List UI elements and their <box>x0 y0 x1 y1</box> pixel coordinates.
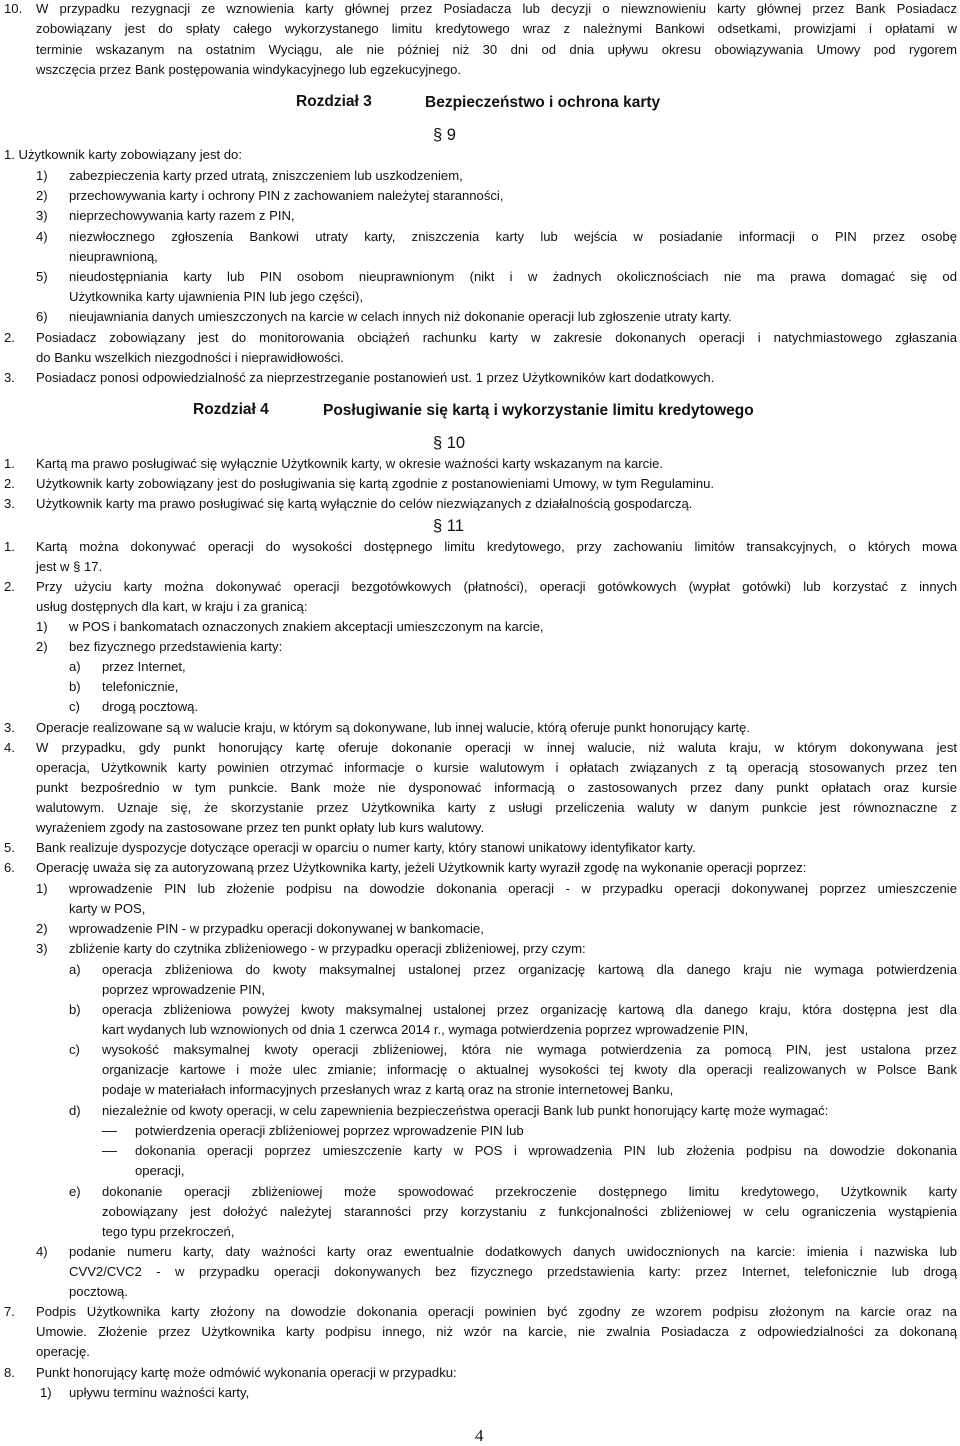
list-item: Użytkownik karty ma prawo posługiwać się kartą wyłącznie do celów niezwiązanych z działalnością gospodarczą. <box>36 496 693 511</box>
chapter-title: Posługiwanie się kartą i wykorzystanie limitu kredytowego <box>323 402 754 419</box>
section-sign: § 11 <box>433 517 464 535</box>
list-item: Użytkownika karty ujawnienia PIN lub jego części), <box>69 289 364 304</box>
list-item: punkt bezpośrednio w tym punkcie. Bank może nie dysponować informacją o zastosowanych przez dany punkt opłatach oraz kursie <box>36 780 957 795</box>
list-item: Operację uważa się za autoryzowaną przez Użytkownika karty, jeżeli Użytkownik karty wyraził zgodę na wykonanie operacji poprzez: <box>36 860 807 875</box>
item-number: 8. <box>4 1365 15 1380</box>
item-number: 1. <box>4 539 15 554</box>
list-item: Posiadacz ponosi odpowiedzialność za nieprzestrzeganie postanowień ust. 1 przez Użytkowników kart dodatkowych. <box>36 370 715 385</box>
list-item: Użytkownik karty zobowiązany jest do posługiwania się kartą zgodnie z postanowieniami Umowy, w tym Regulaminu. <box>36 476 715 491</box>
list-item: bez fizycznego przedstawienia karty: <box>69 639 283 654</box>
list-item: karty w POS, <box>69 901 146 916</box>
item-number: 3. <box>4 720 15 735</box>
item-number: 2. <box>4 330 15 345</box>
list-item: wprowadzenie PIN - w przypadku operacji dokonywanej w bankomacie, <box>69 921 484 936</box>
list-item: operacji, <box>135 1163 185 1178</box>
list-item: kart wydanych lub wznowionych od dnia 1 czerwca 2014 r., wymaga potwierdzenia poprzez wprowadzenie PIN, <box>102 1022 749 1037</box>
item-number: 2) <box>36 188 48 203</box>
item-letter: d) <box>69 1103 81 1118</box>
paragraph-line: wszczęcia przez Bank postępowania windykacyjnego lub egzekucyjnego. <box>36 62 462 77</box>
list-item: przechowywania karty i ochrony PIN z zachowaniem należytej staranności, <box>69 188 504 203</box>
paragraph-line: W przypadku rezygnacji ze wznowienia karty głównej przez Posiadacza lub decyzji o niewznowieniu karty głównej przez Bank Posiadacz <box>36 1 957 16</box>
section-sign: § 10 <box>433 434 466 452</box>
item-number: 1) <box>36 168 48 183</box>
list-item: podanie numeru karty, daty ważności karty oraz ewentualnie dodatkowych danych uwidocznionych na karcie: imienia i nazwiska lub <box>69 1244 957 1259</box>
item-letter: a) <box>69 962 81 977</box>
list-item: Kartą ma prawo posługiwać się wyłącznie Użytkownik karty, w okresie ważności karty wskazanym na karcie. <box>36 456 664 471</box>
item-letter: b) <box>69 1002 81 1017</box>
item-number: 4. <box>4 740 15 755</box>
list-item: Kartą można dokonywać operacji do wysokości dostępnego limitu kredytowego, przy zachowaniu limitów transakcyjnych, o których mowa <box>36 539 957 554</box>
list-item: nieujawniania danych umieszczonych na karcie w celach innych niż dokonanie operacji lub zgłoszenie utraty karty. <box>69 309 732 324</box>
paragraph-line: zobowiązany jest do spłaty całego wykorzystanego limitu kredytowego wraz z należnymi Bankowi odsetkami, prowizjami i opłatami w <box>36 21 957 36</box>
list-item: podaje w materiałach informacyjnych przesłanych wraz z kartą oraz na stronie internetowej Banku, <box>102 1082 674 1097</box>
list-item: telefonicznie, <box>102 679 179 694</box>
list-item: Przy użyciu karty można dokonywać operacji bezgotówkowych (płatności), operacji gotówkowych (wypłat gotówki) lub korzystać z innych <box>36 579 957 594</box>
list-item: przez Internet, <box>102 659 186 674</box>
item-number: 2) <box>36 921 48 936</box>
item-letter: b) <box>69 679 81 694</box>
item-number: 3) <box>36 941 48 956</box>
list-item: operacja zbliżeniowa powyżej kwoty maksymalnej ustalonej przez organizację kartową dla danego kraju, która dostępna jest dla <box>102 1002 957 1017</box>
item-number: 1) <box>36 619 48 634</box>
list-item: poprzez wprowadzenie PIN, <box>102 982 266 997</box>
list-item: drogą pocztową. <box>102 699 199 714</box>
chapter-title: Bezpieczeństwo i ochrona karty <box>425 94 661 111</box>
list-item: Podpis Użytkownika karty złożony na dowodzie dokonania operacji powinien być zgodny ze wzorem podpisu złożonym na karcie oraz na <box>36 1304 957 1319</box>
item-number: 2. <box>4 579 15 594</box>
chapter-label: Rozdział 3 <box>296 93 372 110</box>
list-item: potwierdzenia operacji zbliżeniowej poprzez wprowadzenie PIN lub <box>135 1123 524 1138</box>
list-item: w POS i bankomatach oznaczonych znakiem akceptacji umieszczonym na karcie, <box>69 619 544 634</box>
list-item: nieudostępniania karty lub PIN osobom nieuprawnionym (nikt i w żadnych okolicznościach nie ma prawa domagać się od <box>69 269 957 284</box>
item-number: 1) <box>36 881 48 896</box>
list-item: niezwłocznego zgłoszenia Bankowi utraty karty, zniszczenia karty lub wejścia w posiadanie informacji o PIN przez osobę <box>69 229 957 244</box>
list-item: dokonanie operacji zbliżeniowej może spowodować przekroczenie dostępnego limitu kredytowego, Użytkownik karty <box>102 1184 957 1199</box>
item-number: 3) <box>36 208 48 223</box>
list-item: Posiadacz zobowiązany jest do monitorowania obciążeń rachunku karty w zakresie dokonanych operacji i natychmiastowego zgłaszania <box>36 330 957 345</box>
list-item: pocztową. <box>69 1284 128 1299</box>
list-item: operacja zbliżeniowa do kwoty maksymalnej ustalonej przez organizację kartową dla danego kraju nie wymaga potwierdzenia <box>102 962 957 977</box>
list-item: wprowadzenie PIN lub złożenie podpisu na dowodzie dokonania operacji - w przypadku operacji dokonywanej poprzez umieszczenie <box>69 881 957 896</box>
item-number: 4) <box>36 1244 48 1259</box>
list-item: tego typu przekroczeń, <box>102 1224 235 1239</box>
list-item: zobowiązany jest dołożyć należytej staranności przy korzystaniu z funkcjonalności zbliżeniowej w celu ograniczenia wystąpienia <box>102 1204 957 1219</box>
item-letter: c) <box>69 1042 80 1057</box>
list-item: walutowym. Uznaje się, że skorzystanie przez Użytkownika karty z usługi przeliczenia waluty w danym punkcie jest równoznaczne z <box>36 800 957 815</box>
item-number: 1. <box>4 456 15 471</box>
item-number: 5) <box>36 269 48 284</box>
list-item: Operacje realizowane są w walucie kraju, w którym są dokonywane, lub innej walucie, którą oferuje punkt honorujący kartę. <box>36 720 750 735</box>
list-item: W przypadku, gdy punkt honorujący kartę oferuje dokonanie operacji w innej walucie, niż waluta kraju, w którym dokonywana jest <box>36 740 957 755</box>
item-number: 10. <box>4 1 23 16</box>
list-item: usług dostępnych dla kart, w kraju i za granicą: <box>36 599 308 614</box>
list-item: zabezpieczenia karty przed utratą, zniszczeniem lub uszkodzeniem, <box>69 168 463 183</box>
item-letter: c) <box>69 699 80 714</box>
item-number: 2. <box>4 476 15 491</box>
dash-bullet <box>102 1151 117 1152</box>
list-item: wyrażeniem zgody na zastosowane przez ten punkt opłaty lub kurs walutowy. <box>36 820 485 835</box>
item-number: 4) <box>36 229 48 244</box>
list-item: organizacje kartowe i może ulec zmianie; informację o aktualnej wysokości tej kwoty dla operacji realizowanych w Polsce Bank <box>102 1062 957 1077</box>
list-item: jest w § 17. <box>36 559 103 574</box>
item-number: 3. <box>4 496 15 511</box>
list-item: nieuprawnioną, <box>69 249 158 264</box>
item-number: 2) <box>36 639 48 654</box>
page-number: 4 <box>475 1426 484 1445</box>
item-number: 1) <box>40 1385 52 1400</box>
item-number: 6) <box>36 309 48 324</box>
list-item: wysokość maksymalnej kwoty operacji zbliżeniowej, która nie wymaga potwierdzenia za pomocą PIN, jest ustalona przez <box>102 1042 957 1057</box>
list-item: CVV2/CVC2 - w przypadku operacji dokonywanych bez fizycznego przedstawienia karty: przez Internet, telefonicznie lub drogą <box>69 1264 957 1279</box>
dash-bullet <box>102 1131 117 1132</box>
list-item: Bank realizuje dyspozycje dotyczące operacji w oparciu o numer karty, który stanowi unikatowy identyfikator karty. <box>36 840 696 855</box>
list-item: zbliżenie karty do czytnika zbliżeniowego - w przypadku operacji zbliżeniowej, przy czym: <box>69 941 586 956</box>
item-number: 5. <box>4 840 15 855</box>
list-item: 1. Użytkownik karty zobowiązany jest do: <box>4 147 242 162</box>
list-item: do Banku wszelkich niezgodności i nieprawidłowości. <box>36 350 344 365</box>
list-item: upływu terminu ważności karty, <box>69 1385 250 1400</box>
item-number: 7. <box>4 1304 15 1319</box>
item-letter: e) <box>69 1184 81 1199</box>
list-item: operacja, Użytkownik karty powinien otrzymać informacje o kursie walutowym i opłatach związanych z tą operacją stosowanych przez ten <box>36 760 957 775</box>
list-item: dokonania operacji poprzez umieszczenie karty w POS i wprowadzenia PIN lub złożenia podpisu na dowodzie dokonania <box>135 1143 957 1158</box>
list-item: niezależnie od kwoty operacji, w celu zapewnienia bezpieczeństwa operacji Bank lub punkt honorujący kartę może wymagać: <box>102 1103 829 1118</box>
paragraph-line: terminie wskazanym na ostatnim Wyciągu, ale nie później niż 30 dni od dnia upływu okresu obowiązywania Umowy pod rygorem <box>36 42 957 57</box>
item-number: 3. <box>4 370 15 385</box>
list-item: Umowie. Złożenie przez Użytkownika karty podpisu innego, niż wzór na karcie, nie zwalnia Posiadacza z odpowiedzialności za dokonaną <box>36 1324 957 1339</box>
section-sign: § 9 <box>433 126 456 144</box>
list-item: operację. <box>36 1344 90 1359</box>
chapter-label: Rozdział 4 <box>193 401 269 418</box>
list-item: nieprzechowywania karty razem z PIN, <box>69 208 295 223</box>
list-item: Punkt honorujący kartę może odmówić wykonania operacji w przypadku: <box>36 1365 457 1380</box>
item-letter: a) <box>69 659 81 674</box>
item-number: 6. <box>4 860 15 875</box>
